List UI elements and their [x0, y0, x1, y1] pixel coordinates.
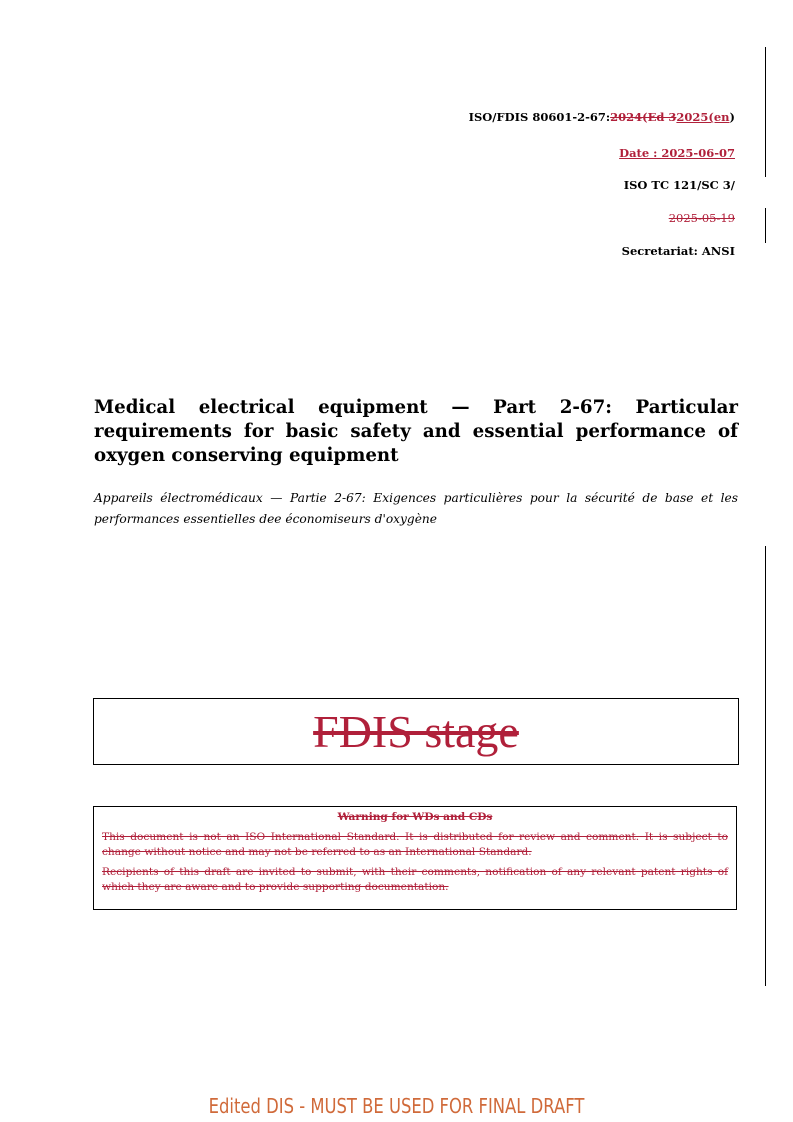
- reference-suffix: ): [729, 110, 735, 124]
- warning-paragraph-2: Recipients of this draft are invited to submit, with their comments, notification of any relevant patent rights of which they are aware and to provide supporting documentation.: [102, 866, 728, 893]
- reference-inserted: 2025(en: [676, 110, 730, 124]
- inserted-date: Date : 2025-06-07: [619, 146, 735, 160]
- french-title: Appareils électromédicaux — Partie 2-67: Exigences particulières pour la sécurité de base et les performances essentielles dee économiseurs d'oxygène: [94, 491, 738, 526]
- warning-box: [93, 806, 737, 910]
- english-title: Medical electrical equipment — Part 2-67: Particular requirements for basic safety and essential performance of oxygen conserving equipment: [94, 397, 738, 466]
- stage-label: FDIS stage: [313, 706, 519, 757]
- change-bar-date: [765, 208, 766, 243]
- warning-title: Warning for WDs and CDs: [337, 811, 493, 823]
- change-bar-header: [765, 47, 766, 177]
- secretariat: Secretariat: ANSI: [621, 244, 735, 258]
- stage-box: [93, 698, 739, 765]
- warning-paragraph-1: This document is not an ISO International Standard. It is distributed for review and comment. It is subject to change without notice and may not be referred to as an International Standard.: [102, 831, 728, 858]
- document-reference: [469, 110, 735, 124]
- committee: ISO TC 121/SC 3/: [623, 178, 735, 192]
- reference-prefix: ISO/FDIS 80601-2-67:: [468, 110, 611, 124]
- footer-notice: Edited DIS - MUST BE USED FOR FINAL DRAFT: [208, 1094, 585, 1118]
- reference-removed: 2024(Ed 3: [610, 110, 677, 124]
- change-bar-body: [765, 546, 766, 986]
- removed-date: 2025-05-19: [668, 211, 735, 225]
